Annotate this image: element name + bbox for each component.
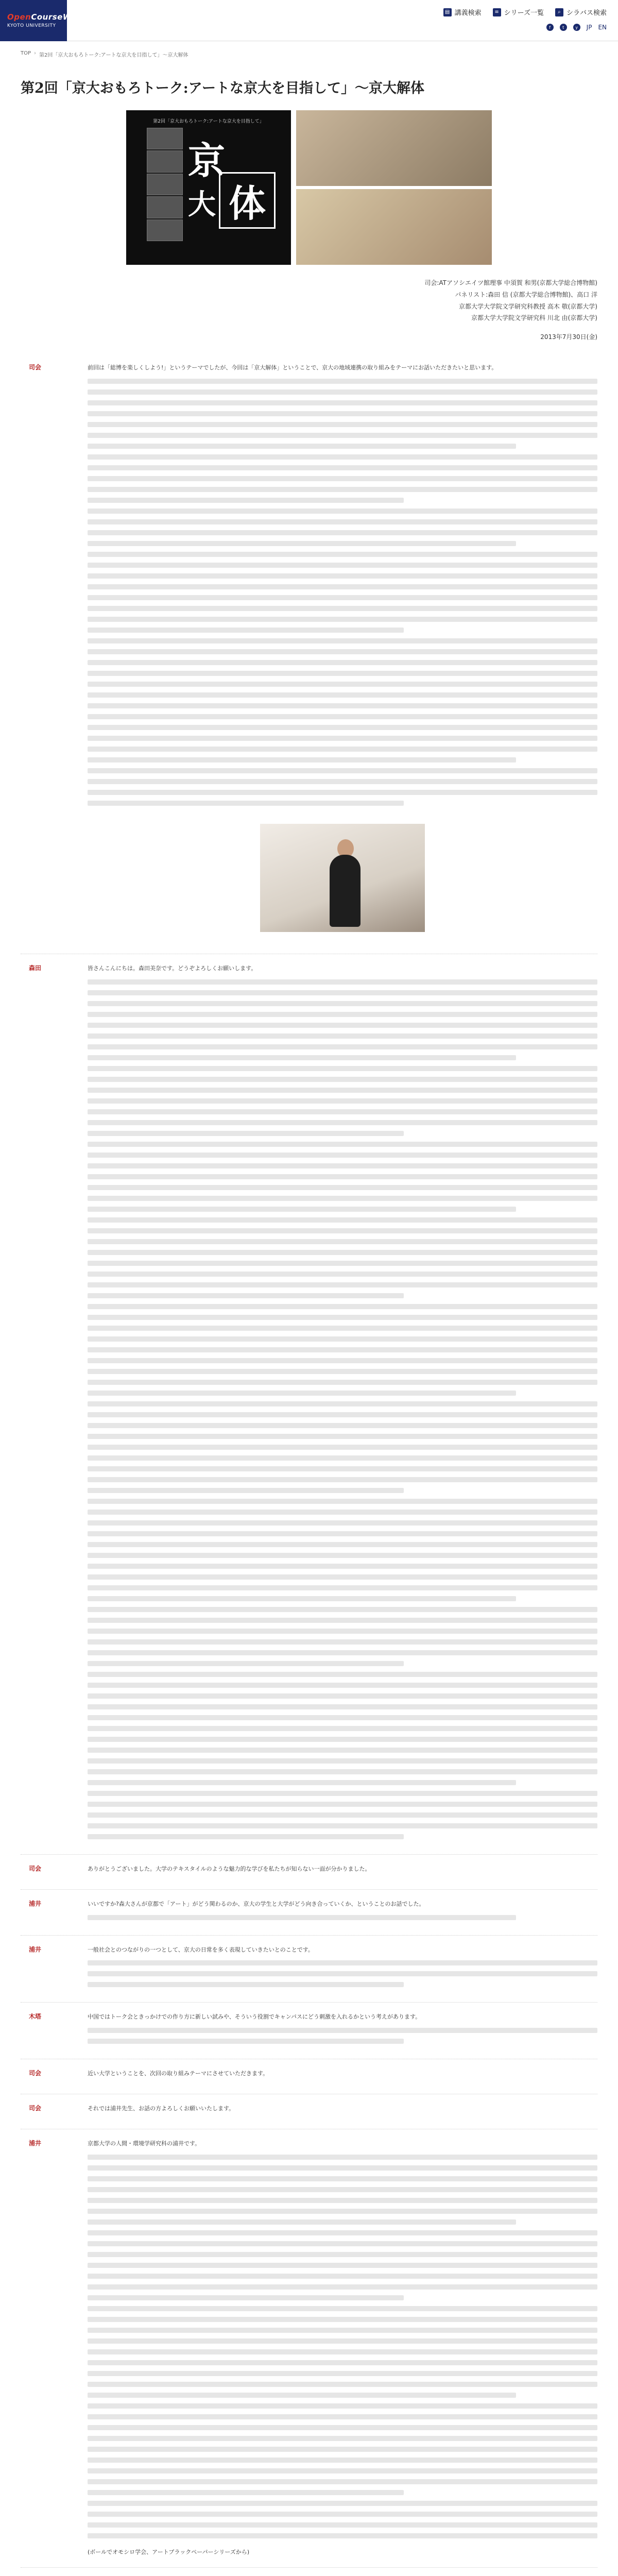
- speech-paragraph: 近い大学ということを、次回の取り組みテーマにさせていただきます。: [88, 2070, 269, 2077]
- logo-subtitle: KYOTO UNIVERSITY: [7, 23, 56, 28]
- speaker-name: 浦井: [29, 2140, 42, 2147]
- speech-paragraph: それでは浦井先生、お話の方よろしくお願いいたします。: [88, 2105, 235, 2112]
- page-title: 第2回「京大おもろトーク:アートな京大を目指して」〜京大解体: [21, 80, 424, 96]
- speaker-name: 浦井: [29, 1945, 42, 1953]
- nav-syllabus-search[interactable]: ⌕ シラバス検索: [555, 7, 607, 17]
- event-meta: [0, 265, 618, 343]
- meta-moderator: 司会:ATアソシエイツ館理事 中須賀 和男(京都大学総合博物館): [424, 279, 597, 286]
- poster-char-kyo: 京: [188, 139, 226, 182]
- speaker-name: 司会: [29, 2070, 42, 2077]
- poster-photo-strip: [147, 128, 183, 241]
- search-icon: ⌕: [555, 8, 563, 16]
- twitter-icon[interactable]: t: [560, 24, 567, 31]
- poster-caption: 第2回「京大おもろトーク:アートな京大を目指して」: [153, 119, 264, 124]
- meta-panelist-1: パネリスト:森田 信 (京都大学総合博物館)、高口 洋: [455, 291, 597, 298]
- list-icon: ≡: [493, 8, 501, 16]
- speaker-name: 木塔: [29, 2013, 42, 2021]
- lang-en-link[interactable]: EN: [598, 24, 607, 31]
- facebook-icon[interactable]: f: [546, 24, 554, 31]
- dialogue-turn: [21, 353, 597, 954]
- speech-text: [88, 363, 597, 944]
- speech-text: [88, 2104, 597, 2120]
- speech-text: [88, 2012, 597, 2049]
- speech-text: [88, 2069, 597, 2084]
- dialogue-turn: [21, 2094, 597, 2129]
- book-icon: ▤: [443, 8, 452, 16]
- speech-paragraph: 京都大学の人間・環境学研究科の浦井です。: [88, 2140, 201, 2147]
- speech-text: [88, 1864, 597, 1880]
- lang-jp-link[interactable]: JP: [586, 24, 592, 31]
- speaker-name: 司会: [29, 2105, 42, 2112]
- speech-text: [88, 963, 597, 1845]
- dialogue-turn: [21, 2059, 597, 2094]
- speaker-name: 森田: [29, 964, 42, 972]
- event-poster: [126, 110, 291, 265]
- event-date: 2013年7月30日(金): [540, 333, 597, 341]
- dialogue-turn: [21, 1890, 597, 1936]
- event-photos: [296, 110, 492, 265]
- nav-series-list[interactable]: ≡ シリーズ一覧: [493, 7, 544, 17]
- top-nav: [443, 7, 607, 17]
- speaker-name: 浦井: [29, 1900, 42, 1907]
- speaker-name: 司会: [29, 363, 42, 371]
- poster-char-tai: 体: [219, 172, 276, 229]
- dialogue-turn: [21, 1936, 597, 2003]
- breadcrumb-separator: ›: [34, 50, 37, 56]
- logo-wordmark: OpenCourseWare: [7, 12, 87, 22]
- dialogue-turn: [21, 954, 597, 1855]
- speech-paragraph: いいですか?森大さんが京都で「アート」がどう関わるのか、京大の学生と大学がどう向き合っていくか、ということのお話でした。: [88, 1900, 425, 1907]
- dialogue-turn: [21, 1855, 597, 1890]
- speech-paragraph: 前回は「総博を楽しくしよう!」というテーマでしたが、今回は「京大解体」ということで、京大の地域連携の取り組みをテーマにお話いただきたいと思います。: [88, 364, 497, 371]
- youtube-icon[interactable]: y: [573, 24, 580, 31]
- site-logo[interactable]: [0, 0, 87, 41]
- speech-text: [88, 1899, 597, 1926]
- dialogue-turn: [21, 2003, 597, 2059]
- hero-images: [0, 110, 618, 265]
- speaker-name: 司会: [29, 1865, 42, 1872]
- speech-paragraph: 一般社会とのつながりの一つとして、京大の日常を多く表現していきたいとのことです。: [88, 1946, 314, 1953]
- lecturer-photo: [88, 811, 597, 944]
- event-photo-2: [296, 189, 492, 265]
- site-header: [0, 0, 618, 41]
- speech-paragraph: 皆さんこんにちは。森田美奈です。どうぞよろしくお願いします。: [88, 964, 257, 972]
- meta-panelist-2: 京都大学大学院文学研究科教授 高木 敬(京都大学): [459, 302, 597, 310]
- speech-text: [88, 2139, 597, 2558]
- closing-note: (ボールでオモシロ学会、アートブラックペーパーシリーズから): [88, 2549, 250, 2555]
- dialogue-turn: [21, 2129, 597, 2568]
- speech-paragraph: 中国ではトーク会ときっかけでの作り方に新しい試みや、そういう役割でキャンパスにどう刺激を入れるかという考えがあります。: [88, 2013, 421, 2021]
- utility-row: [546, 24, 607, 31]
- breadcrumb-home[interactable]: TOP: [21, 50, 31, 56]
- speech-paragraph: ありがとうございました。大学のテキスタイルのような魅力的な学びを私たちが知らない一面が分かりました。: [88, 1865, 371, 1872]
- poster-char-dai: 大: [188, 188, 216, 221]
- breadcrumb: [0, 41, 618, 67]
- dialogue: [0, 343, 618, 2568]
- breadcrumb-current: 第2回「京大おもろトーク:アートな京大を目指して」〜京大解体: [39, 53, 188, 58]
- event-photo-1: [296, 110, 492, 186]
- meta-panelist-3: 京都大学大学院文学研究科 川北 由(京都大学): [471, 314, 597, 322]
- speech-text: [88, 1945, 597, 1993]
- nav-lecture-search[interactable]: ▤ 講義検索: [443, 7, 482, 17]
